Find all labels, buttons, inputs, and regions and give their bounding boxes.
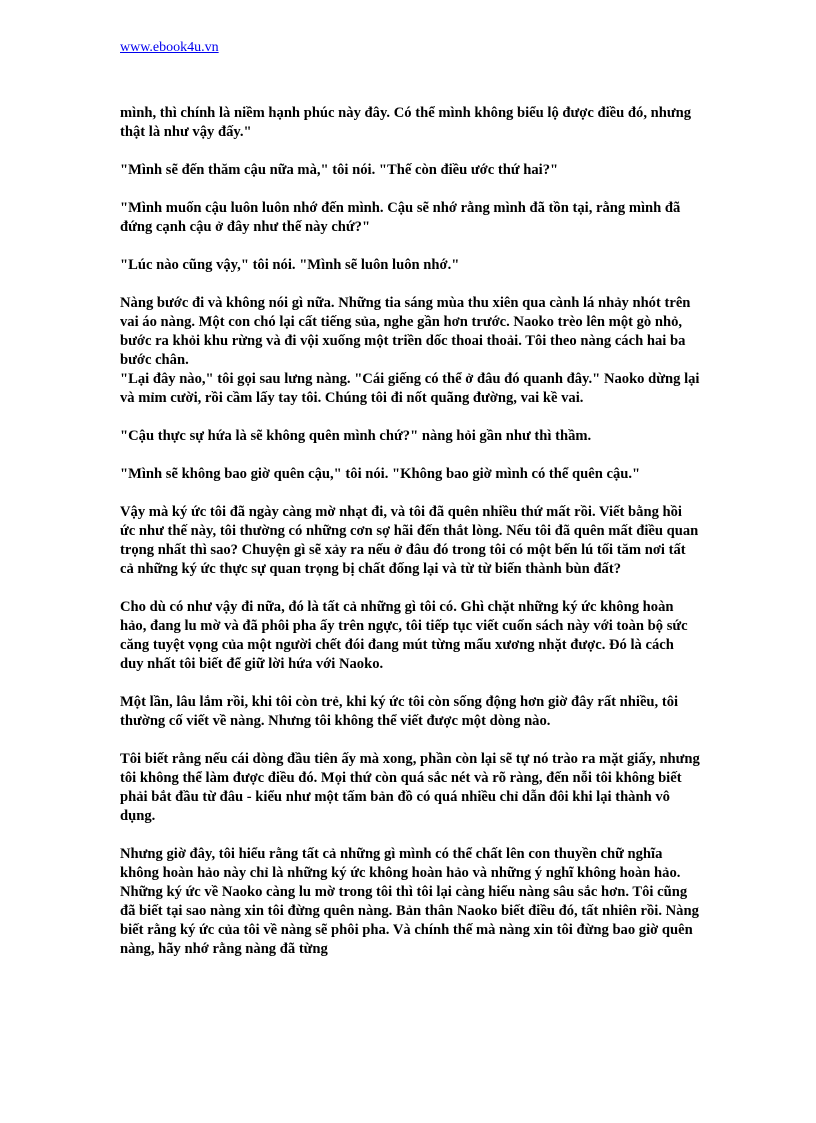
paragraph: "Lúc nào cũng vậy," tôi nói. "Mình sẽ luôn luôn nhớ." <box>120 257 460 273</box>
paragraph: "Mình sẽ không bao giờ quên cậu," tôi nói. "Không bao giờ mình có thể quên cậu." <box>120 466 641 482</box>
document-body <box>120 104 700 959</box>
paragraph: Vậy mà ký ức tôi đã ngày càng mờ nhạt đi, và tôi đã quên nhiều thứ mất rồi. Viết bằng hồi ức như thế này, tôi thường có những cơn sợ hãi đến thắt lòng. Nếu tôi đã quên mất điều quan trọng nhất thì sao? Chuyện gì sẽ xảy ra nếu ở đâu đó trong tôi có một bến lú tối tăm nơi tất cả những ký ức thực sự quan trọng bị chất đống lại và từ từ biến thành bùn đất? <box>120 504 699 577</box>
paragraph: Tôi biết rằng nếu cái dòng đầu tiên ấy mà xong, phần còn lại sẽ tự nó trào ra mặt giấy, nhưng tôi không thể làm được điều đó. Mọi thứ còn quá sắc nét và rõ ràng, đến nỗi tôi không biết phải bắt đầu từ đâu - kiểu như một tấm bản đồ có quá nhiều chỉ dẫn đôi khi lại thành vô dụng. <box>120 751 700 824</box>
paragraph: "Lại đây nào," tôi gọi sau lưng nàng. "Cái giếng có thể ở đâu đó quanh đây." Naoko dừng lại và mỉm cười, rồi cầm lấy tay tôi. Chúng tôi đi nốt quãng đường, vai kề vai. <box>120 371 700 406</box>
paragraph: Cho dù có như vậy đi nữa, đó là tất cả những gì tôi có. Ghì chặt những ký ức không hoàn hảo, đang lu mờ và đã phôi pha ấy trên ngực, tôi tiếp tục viết cuốn sách này với toàn bộ sức căng tuyệt vọng của một người chết đói đang mút từng mẩu xương nhặt được. Đó là cách duy nhất tôi biết để giữ lời hứa với Naoko. <box>120 599 688 672</box>
header-website-link[interactable]: www.ebook4u.vn <box>120 40 219 55</box>
paragraph: "Mình muốn cậu luôn luôn nhớ đến mình. Cậu sẽ nhớ rằng mình đã tồn tại, rằng mình đã đứng cạnh cậu ở đây như thế này chứ?" <box>120 200 681 235</box>
paragraph: "Cậu thực sự hứa là sẽ không quên mình chứ?" nàng hỏi gần như thì thầm. <box>120 428 592 444</box>
paragraph: Nhưng giờ đây, tôi hiểu rằng tất cả những gì mình có thể chất lên con thuyền chữ nghĩa không hoàn hảo này chỉ là những ký ức không hoàn hảo và những ý nghĩ không hoàn hảo. Những ký ức về Naoko càng lu mờ trong tôi thì tôi lại càng hiểu nàng sâu sắc hơn. Tôi cũng đã biết tại sao nàng xin tôi đừng quên nàng. Bản thân Naoko biết điều đó, tất nhiên rồi. Nàng biết rằng ký ức của tôi về nàng sẽ phôi pha. Và chính thế mà nàng xin tôi đừng bao giờ quên nàng, hãy nhớ rằng nàng đã từng <box>120 846 699 957</box>
paragraph: "Mình sẽ đến thăm cậu nữa mà," tôi nói. "Thế còn điều ước thứ hai?" <box>120 162 559 178</box>
paragraph: mình, thì chính là niềm hạnh phúc này đây. Có thể mình không biểu lộ được điều đó, nhưng thật là như vậy đấy." <box>120 105 692 140</box>
paragraph: Một lần, lâu lắm rồi, khi tôi còn trẻ, khi ký ức tôi còn sống động hơn giờ đây rất nhiều, tôi thường cố viết về nàng. Nhưng tôi không thể viết được một dòng nào. <box>120 694 679 729</box>
paragraph: Nàng bước đi và không nói gì nữa. Những tia sáng mùa thu xiên qua cành lá nhảy nhót trên vai áo nàng. Một con chó lại cất tiếng sủa, nghe gần hơn trước. Naoko trèo lên một gò nhỏ, bước ra khỏi khu rừng và đi vội xuống một triền dốc thoai thoải. Tôi theo nàng cách hai ba bước chân. <box>120 295 691 368</box>
